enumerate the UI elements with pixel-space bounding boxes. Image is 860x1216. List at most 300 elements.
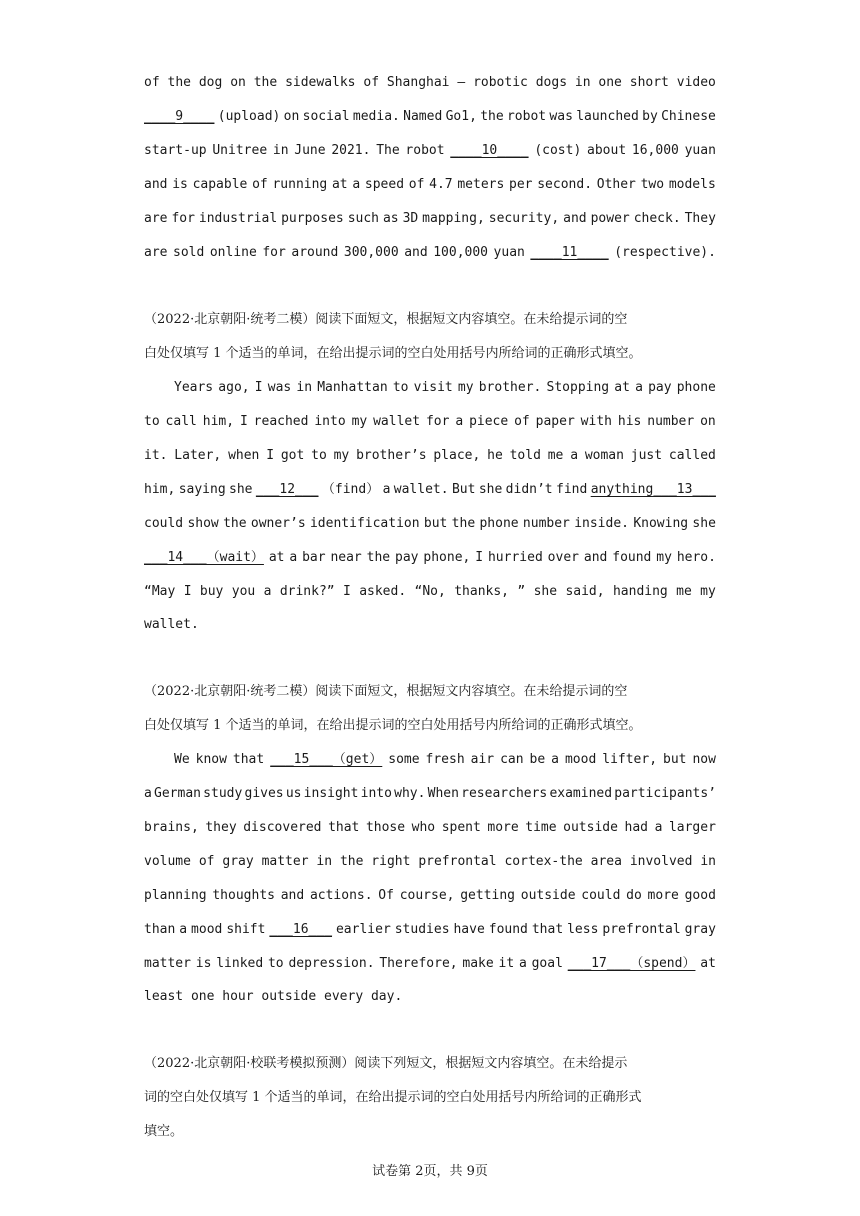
text-line — [144, 447, 716, 465]
word: that — [232, 752, 265, 767]
word: prefrontal — [602, 922, 681, 937]
word: earlier — [335, 922, 391, 937]
word: speed — [364, 177, 405, 192]
word: on — [283, 109, 300, 124]
word: my — [457, 380, 474, 395]
word: 3D — [402, 211, 419, 226]
word: that — [328, 820, 360, 835]
question-header: 白处仅填写 1 个适当的单词，在给出提示词的空白处用括号内所给词的正确形式填空。 — [144, 718, 642, 733]
word: could — [144, 516, 184, 531]
word: some — [388, 752, 420, 767]
word: meters — [457, 177, 505, 192]
word: mood — [564, 752, 597, 767]
word: show — [187, 516, 219, 531]
word: Knowing — [633, 516, 689, 531]
word: June — [294, 143, 326, 158]
word: a — [551, 752, 559, 767]
word: planning — [144, 888, 207, 903]
word: less — [567, 922, 599, 937]
word: a — [144, 786, 152, 801]
word: running — [272, 177, 328, 192]
answer-blank: ____9____ — [144, 109, 215, 124]
word: it — [498, 956, 515, 971]
word: can — [500, 752, 524, 767]
text-line — [144, 549, 716, 567]
answer-blank: ____10____ — [450, 143, 529, 158]
word: me — [676, 584, 692, 599]
word: I — [183, 584, 192, 599]
word: why. — [394, 786, 426, 801]
word: with — [580, 414, 612, 429]
word: in — [574, 75, 591, 90]
word: getting — [460, 888, 516, 903]
word: — — [457, 75, 466, 90]
word: visit — [413, 380, 453, 395]
word: into — [314, 414, 346, 429]
word: gray — [684, 922, 716, 937]
word: in — [272, 143, 289, 158]
word: she — [692, 516, 716, 531]
word: a — [455, 414, 464, 429]
word: as — [382, 211, 399, 226]
word: sidewalks — [285, 75, 356, 90]
word: researchers — [461, 786, 548, 801]
text-line — [144, 887, 716, 905]
word: in — [296, 380, 313, 395]
word: it. — [144, 448, 168, 463]
word: found — [612, 550, 652, 565]
word: is — [195, 956, 212, 971]
word: right — [371, 854, 411, 869]
word: inside. — [574, 516, 629, 531]
word: a — [263, 584, 272, 599]
word: sold — [173, 245, 205, 260]
word: dog — [198, 75, 223, 90]
word: such — [347, 211, 379, 226]
word: could — [581, 888, 621, 903]
word: was — [267, 380, 292, 395]
word: “May — [144, 584, 176, 599]
word: be — [529, 752, 546, 767]
text-line — [144, 413, 716, 431]
word: discovered — [243, 820, 322, 835]
word: didn’t — [505, 482, 553, 497]
word: they — [205, 820, 237, 835]
word: Manhattan — [317, 380, 388, 395]
word: one — [598, 75, 622, 90]
word: lifter, — [602, 752, 658, 767]
word: of — [252, 177, 268, 192]
word: robot — [405, 143, 445, 158]
text-line — [174, 751, 716, 769]
word: Later, — [174, 448, 222, 463]
word: industrial — [198, 211, 278, 226]
word: of — [198, 854, 215, 869]
word: a — [179, 922, 188, 937]
word: actions. — [309, 888, 373, 903]
word: than — [144, 922, 176, 937]
word: woman — [584, 448, 624, 463]
word: my — [656, 550, 672, 565]
word: know — [195, 752, 227, 767]
word: robot — [506, 109, 547, 124]
word: number — [522, 516, 570, 531]
word: Go1, — [445, 109, 477, 124]
text-line — [144, 108, 716, 126]
text-line — [144, 583, 716, 601]
word: phone — [676, 380, 716, 395]
word: do — [626, 888, 642, 903]
text-line — [144, 785, 716, 803]
word: now — [692, 752, 716, 767]
word: more — [647, 888, 679, 903]
word: on — [230, 75, 246, 90]
word: phone — [479, 516, 519, 531]
word: ago, — [218, 380, 250, 395]
word: reached — [253, 414, 309, 429]
word: brother’s — [356, 448, 427, 463]
word: a — [635, 380, 643, 395]
word: gray — [222, 854, 254, 869]
word: linked — [216, 956, 264, 971]
text-line — [144, 244, 716, 262]
word: pay — [395, 550, 419, 565]
word: capable — [192, 177, 248, 192]
word: my — [700, 584, 716, 599]
word: The — [376, 143, 400, 158]
word: purposes — [281, 211, 344, 226]
word: I — [266, 448, 275, 463]
word: 300,000 — [343, 245, 399, 260]
word: saying — [178, 482, 226, 497]
word: she — [533, 584, 558, 599]
word: a — [570, 448, 579, 463]
text-line — [144, 176, 716, 194]
word: (cost) — [534, 143, 582, 158]
word: number — [647, 414, 695, 429]
word: yuan — [684, 143, 716, 158]
word: are — [144, 245, 168, 260]
word: brother. — [478, 380, 542, 395]
word: matter — [261, 854, 309, 869]
word: you — [231, 584, 256, 599]
word: the — [339, 854, 364, 869]
word: is — [172, 177, 188, 192]
word: and — [404, 245, 428, 260]
word: the — [366, 550, 391, 565]
word: thanks, — [454, 584, 510, 599]
text-line — [144, 955, 716, 973]
word: the — [253, 75, 278, 90]
word: drink?” — [279, 584, 335, 599]
word: 2021. — [331, 143, 371, 158]
word: near — [330, 550, 362, 565]
word: but — [423, 516, 448, 531]
word: social — [302, 109, 350, 124]
word: by — [642, 109, 658, 124]
text-line — [144, 853, 716, 871]
word: 4.7 — [429, 177, 453, 192]
text-line — [144, 142, 716, 160]
word: who — [411, 820, 436, 835]
word: a — [654, 820, 663, 835]
word: participants’ — [614, 786, 716, 801]
word: wallet. — [393, 482, 449, 497]
answer-blank: ___14___（wait） — [144, 550, 264, 565]
word: German — [154, 786, 201, 801]
word: find — [556, 482, 588, 497]
word: identification — [309, 516, 420, 531]
word: piece — [469, 414, 509, 429]
word: asked. — [359, 584, 407, 599]
word: a — [382, 482, 391, 497]
word: power — [590, 211, 630, 226]
word: time — [525, 820, 557, 835]
word: gives — [244, 786, 284, 801]
word: just — [630, 448, 663, 463]
word: my — [333, 448, 350, 463]
word: had — [624, 820, 648, 835]
word: depression. — [288, 956, 375, 971]
word: outside — [520, 888, 576, 903]
word: bar — [302, 550, 326, 565]
word: are — [144, 211, 168, 226]
word: I — [254, 380, 263, 395]
answer-blank: ___17___（spend） — [567, 956, 696, 971]
word: We — [174, 752, 190, 767]
word: to — [311, 448, 327, 463]
word: studies — [394, 922, 450, 937]
word: “No, — [414, 584, 446, 599]
word: second. — [537, 177, 593, 192]
word: spent — [441, 820, 481, 835]
word: Shanghai — [386, 75, 450, 90]
word: and — [563, 211, 587, 226]
word: Years — [174, 380, 214, 395]
word: Other — [596, 177, 636, 192]
question-header: 填空。 — [144, 1124, 184, 1139]
word: ” — [517, 584, 526, 599]
word: a — [289, 550, 298, 565]
question-header: （2022·北京朝阳·校联考模拟预测）阅读下列短文，根据短文内容填空。在未给提示 — [144, 1056, 628, 1071]
page-footer: 试卷第 2页，共 9页 — [372, 1164, 488, 1179]
word: Named — [403, 109, 443, 124]
word: him, — [202, 414, 235, 429]
word: in — [700, 854, 716, 869]
word: at — [614, 380, 630, 395]
word: got — [280, 448, 305, 463]
answer-blank: ___12___ — [255, 482, 319, 497]
question-header: （2022·北京朝阳·统考二模）阅读下面短文，根据短文内容填空。在未给提示词的空 — [144, 312, 628, 327]
word: shift — [226, 922, 266, 937]
text-line: wallet. — [144, 617, 199, 632]
word: he — [487, 448, 503, 463]
word: hero. — [676, 550, 716, 565]
word: outside — [563, 820, 618, 835]
word: 16,000 — [631, 143, 679, 158]
word: cortex-the — [504, 854, 583, 869]
text-line: least one hour outside every day. — [144, 989, 403, 1004]
word: the — [451, 516, 476, 531]
word: dogs — [535, 75, 568, 90]
word: to — [267, 956, 284, 971]
word: brains, — [144, 820, 199, 835]
word: fresh — [425, 752, 465, 767]
word: me — [547, 448, 564, 463]
word: him, — [144, 482, 176, 497]
word: but — [663, 752, 687, 767]
word: media. — [352, 109, 400, 124]
word: video — [676, 75, 716, 90]
word: goal — [531, 956, 563, 971]
answer-blank: ____11____ — [530, 245, 609, 260]
answer-blank: ___15___（get） — [270, 752, 383, 767]
word: for — [262, 245, 286, 260]
word: in — [316, 854, 333, 869]
word: over — [547, 550, 579, 565]
word: and — [583, 550, 608, 565]
word: Chinese — [661, 109, 716, 124]
word: and — [144, 177, 168, 192]
word: was — [549, 109, 573, 124]
word: start-up — [144, 143, 207, 158]
word: involved — [629, 854, 693, 869]
word: call — [165, 414, 197, 429]
text-line — [144, 921, 716, 939]
word: I — [342, 584, 351, 599]
word: make — [462, 956, 494, 971]
word: （find） — [321, 482, 380, 497]
word: robotic — [473, 75, 528, 90]
word: examined — [549, 786, 613, 801]
word: owner’s — [250, 516, 306, 531]
word: my — [351, 414, 368, 429]
word: a — [352, 177, 361, 192]
word: to — [392, 380, 409, 395]
word: paper — [535, 414, 575, 429]
word: that — [531, 922, 564, 937]
word: about — [587, 143, 627, 158]
text-line — [144, 210, 716, 228]
word: said, — [565, 584, 605, 599]
word: a — [518, 956, 527, 971]
text-line — [174, 379, 716, 397]
question-header: 白处仅填写 1 个适当的单词，在给出提示词的空白处用括号内所给词的正确形式填空。 — [144, 346, 642, 361]
word: I — [475, 550, 484, 565]
word: on — [700, 414, 716, 429]
word: short — [629, 75, 669, 90]
word: when — [228, 448, 260, 463]
word: thoughts — [212, 888, 275, 903]
word: hurried — [487, 550, 543, 565]
answer-blank: ___16___ — [269, 922, 333, 937]
text-line — [144, 74, 716, 92]
word: she — [229, 482, 253, 497]
word: 100,000 — [433, 245, 489, 260]
word: more — [487, 820, 519, 835]
word: at — [700, 956, 716, 971]
word: matter — [144, 956, 191, 971]
word: of — [144, 75, 160, 90]
word: pay — [648, 380, 672, 395]
word: Therefore, — [379, 956, 458, 971]
word: mapping, — [422, 211, 485, 226]
word: insight — [303, 786, 359, 801]
word: the — [480, 109, 504, 124]
word: models — [668, 177, 716, 192]
word: called — [668, 448, 716, 463]
word: place, — [433, 448, 481, 463]
word: of — [408, 177, 425, 192]
word: of — [514, 414, 530, 429]
word: of — [363, 75, 380, 90]
answer-blank: anything___13___ — [590, 482, 716, 497]
word: I — [239, 414, 248, 429]
word: course, — [399, 888, 455, 903]
word: air — [470, 752, 495, 767]
word: two — [640, 177, 665, 192]
word: Unitree — [212, 143, 268, 158]
word: and — [280, 888, 305, 903]
word: into — [360, 786, 392, 801]
word: They — [684, 211, 716, 226]
word: the — [223, 516, 247, 531]
word: to — [144, 414, 160, 429]
word: per — [509, 177, 533, 192]
question-header: （2022·北京朝阳·统考二模）阅读下面短文，根据短文内容填空。在未给提示词的空 — [144, 684, 628, 699]
word: check. — [633, 211, 681, 226]
word: When — [427, 786, 459, 801]
word: she — [478, 482, 503, 497]
word: those — [365, 820, 406, 835]
word: at — [268, 550, 285, 565]
word: launched — [576, 109, 639, 124]
word: mood — [191, 922, 223, 937]
word: security, — [488, 211, 560, 226]
word: at — [331, 177, 348, 192]
word: for — [425, 414, 450, 429]
word: us — [285, 786, 302, 801]
word: yuan — [493, 245, 525, 260]
question-header: 词的空白处仅填写 1 个适当的单词，在给出提示词的空白处用括号内所给词的正确形式 — [144, 1090, 642, 1105]
word: handing — [612, 584, 668, 599]
word: wallet — [373, 414, 421, 429]
word: around — [291, 245, 339, 260]
word: volume — [144, 854, 191, 869]
word: good — [684, 888, 716, 903]
word: found — [488, 922, 528, 937]
word: buy — [199, 584, 224, 599]
word: prefrontal — [418, 854, 497, 869]
word: study — [203, 786, 243, 801]
word: his — [617, 414, 642, 429]
word: (respective). — [614, 245, 716, 260]
word: area — [590, 854, 622, 869]
word: told — [509, 448, 541, 463]
text-line — [144, 481, 716, 499]
word: have — [453, 922, 485, 937]
word: online — [209, 245, 257, 260]
word: But — [451, 482, 476, 497]
word: larger — [668, 820, 716, 835]
word: the — [167, 75, 191, 90]
word: (upload) — [217, 109, 281, 124]
text-line — [144, 819, 716, 837]
word: for — [171, 211, 195, 226]
word: Stopping — [546, 380, 610, 395]
text-line — [144, 515, 716, 533]
word: phone, — [423, 550, 471, 565]
